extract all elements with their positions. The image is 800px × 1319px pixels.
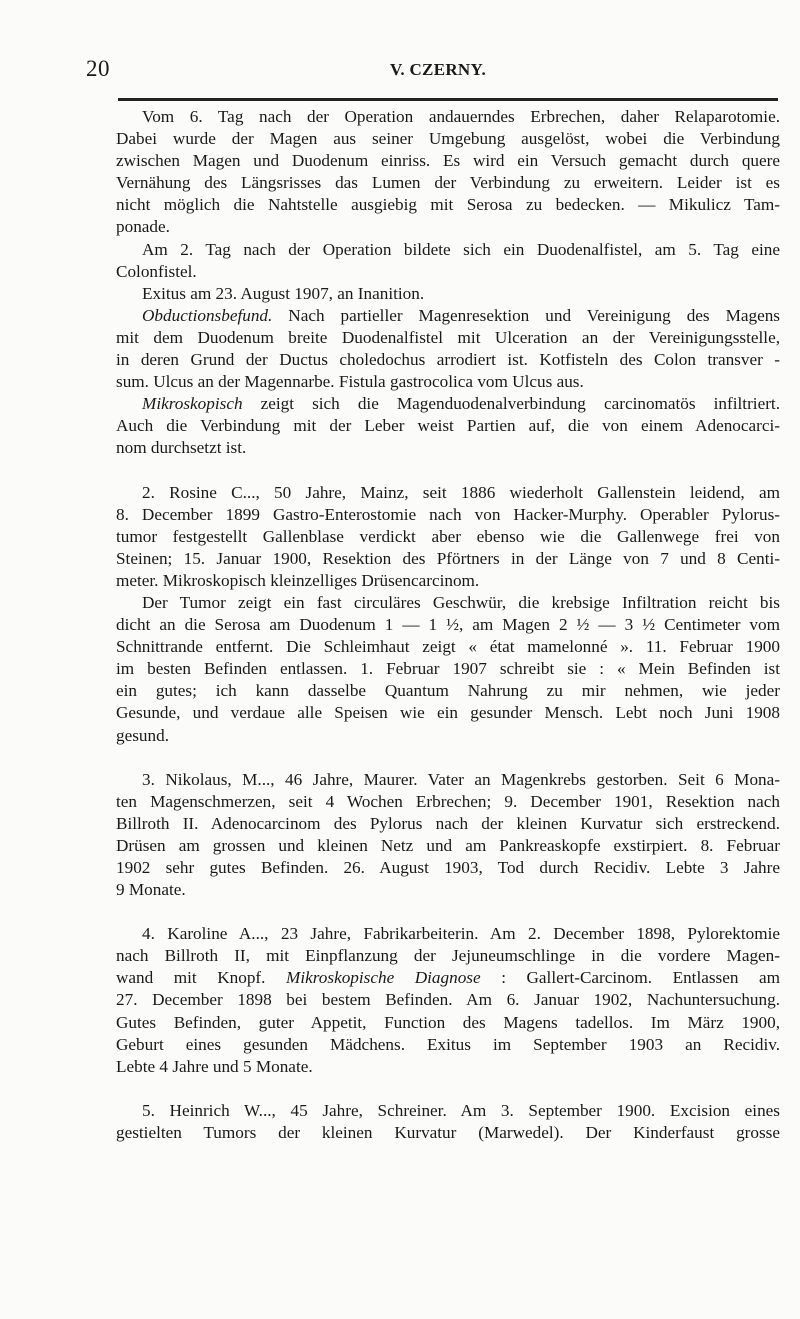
header-rule xyxy=(118,98,778,101)
text-line: in deren Grund der Ductus choledochus arrodiert ist. Kotfisteln des Colon transver - xyxy=(116,350,780,370)
text-line: tumor festgestellt Gallenblase verdickt aber ebenso wie die Gallenwege frei von xyxy=(116,526,780,546)
text-line: gestielten Tumors der kleinen Kurvatur (Marwedel). Der Kinderfaust grosse xyxy=(116,1122,780,1142)
text-run: : Gallert-Carcinom. Entlassen am xyxy=(480,968,780,988)
text-line: Dabei wurde der Magen aus seiner Umgebung ausgelöst, wobei die Verbindung xyxy=(116,129,780,149)
text-line: 9 Monate. xyxy=(116,880,186,900)
body-text xyxy=(116,106,780,1144)
text-line: 3. Nikolaus, M..., 46 Jahre, Maurer. Vater an Magenkrebs gestorben. Seit 6 Mona- xyxy=(142,769,780,789)
text-line: meter. Mikroskopisch kleinzelliges Drüsencarcinom. xyxy=(116,570,480,590)
text-line: 27. December 1898 bei bestem Befinden. Am 6. Januar 1902, Nachuntersuchung. xyxy=(116,990,780,1010)
text-line: 8. December 1899 Gastro-Enterostomie nach von Hacker-Murphy. Operabler Pylorus- xyxy=(116,504,780,524)
page-number: 20 xyxy=(86,56,110,81)
text-line: ponade. xyxy=(116,217,170,237)
section-lead-mikroskopisch: Mikroskopisch xyxy=(142,394,243,414)
text-line xyxy=(116,967,780,989)
text-line: gesund. xyxy=(116,725,169,745)
text-line: 2. Rosine C..., 50 Jahre, Mainz, seit 1886 wiederholt Gallenstein leidend, am xyxy=(142,482,780,502)
text-line: Gesunde, und verdaue alle Speisen wie ein gesunder Mensch. Lebt noch Juni 1908 xyxy=(116,703,780,723)
section-lead-obductionsbefund: Obductionsbefund. xyxy=(142,305,273,325)
text-line: 5. Heinrich W..., 45 Jahre, Schreiner. Am 3. September 1900. Excision eines xyxy=(142,1100,780,1120)
text-line: Geburt eines gesunden Mädchens. Exitus im September 1903 an Recidiv. xyxy=(116,1034,780,1054)
running-head: V. CZERNY. xyxy=(390,60,487,79)
text-line: nom durchsetzt ist. xyxy=(116,438,247,458)
text-line: ein gutes; ich kann dasselbe Quantum Nahrung zu mir nehmen, wie jeder xyxy=(116,681,780,701)
text-run: Nach partieller Magenresektion und Vereinigung des Magens xyxy=(272,305,780,325)
text-run: wand mit Knopf. xyxy=(116,968,266,988)
text-line: Am 2. Tag nach der Operation bildete sich ein Duodenalfistel, am 5. Tag eine xyxy=(142,239,780,259)
text-line: Exitus am 23. August 1907, an Inanition. xyxy=(142,283,425,303)
text-line: Drüsen am grossen und kleinen Netz und am Pankreaskopfe exstirpiert. 8. Februar xyxy=(116,835,780,855)
paragraph-gap xyxy=(116,747,780,769)
text-line: im besten Befinden entlassen. 1. Februar 1907 schreibt sie : « Mein Befinden ist xyxy=(116,659,780,679)
text-line: Colonfistel. xyxy=(116,261,197,281)
text-line: Auch die Verbindung mit der Leber weist Partien auf, die von einem Adenocarci- xyxy=(116,416,780,436)
paragraph-gap xyxy=(116,460,780,482)
text-line: Schnittrande entfernt. Die Schleimhaut zeigt « état mamelonné ». 11. Februar 1900 xyxy=(116,637,780,657)
text-line: 4. Karoline A..., 23 Jahre, Fabrikarbeiterin. Am 2. December 1898, Pylorektomie xyxy=(142,924,780,944)
text-line: ten Magenschmerzen, seit 4 Wochen Erbrechen; 9. December 1901, Resektion nach xyxy=(116,791,780,811)
text-line: Billroth II. Adenocarcinom des Pylorus nach der kleinen Kurvatur sich erstreckend. xyxy=(116,813,780,833)
text-line xyxy=(116,305,780,327)
page-header xyxy=(86,56,776,86)
text-line: 1902 sehr gutes Befinden. 26. August 1903, Tod durch Recidiv. Lebte 3 Jahre xyxy=(116,858,780,877)
paragraph-gap xyxy=(116,1078,780,1100)
text-line: Steinen; 15. Januar 1900, Resektion des Pförtners in der Länge von 7 und 8 Centi- xyxy=(116,548,780,568)
text-line: Vom 6. Tag nach der Operation andauerndes Erbrechen, daher Relaparotomie. xyxy=(142,107,780,126)
paragraph-gap xyxy=(116,901,780,923)
text-line: zwischen Magen und Duodenum einriss. Es wird ein Versuch gemacht durch quere xyxy=(116,151,780,171)
text-line: Gutes Befinden, guter Appetit, Function des Magens tadellos. Im März 1900, xyxy=(116,1012,780,1032)
text-line: dicht an die Serosa am Duodenum 1 — 1 ½, am Magen 2 ½ — 3 ½ Centimeter vom xyxy=(116,615,780,635)
text-line xyxy=(116,393,780,415)
text-line: nicht möglich die Nahtstelle ausgiebig mit Serosa zu bedecken. — Mikulicz Tam- xyxy=(116,195,780,215)
text-line: Lebte 4 Jahre und 5 Monate. xyxy=(116,1056,313,1076)
section-lead-mikroskopische-diagnose: Mikroskopische Diagnose xyxy=(286,968,481,988)
text-line: sum. Ulcus an der Magennarbe. Fistula gastrocolica vom Ulcus aus. xyxy=(116,372,584,392)
text-line: nach Billroth II, mit Einpflanzung der Jejuneumschlinge in die vordere Magen- xyxy=(116,946,780,966)
text-run: zeigt sich die Magenduodenalverbindung carcinomatös infiltriert. xyxy=(242,394,780,414)
text-line: mit dem Duodenum breite Duodenalfistel mit Ulceration an der Vereinigungsstelle, xyxy=(116,327,780,347)
text-line: Vernähung des Längsrisses das Lumen der Verbindung zu erweitern. Leider ist es xyxy=(116,173,780,193)
text-line: Der Tumor zeigt ein fast circuläres Geschwür, die krebsige Infiltration reicht bis xyxy=(142,592,780,612)
